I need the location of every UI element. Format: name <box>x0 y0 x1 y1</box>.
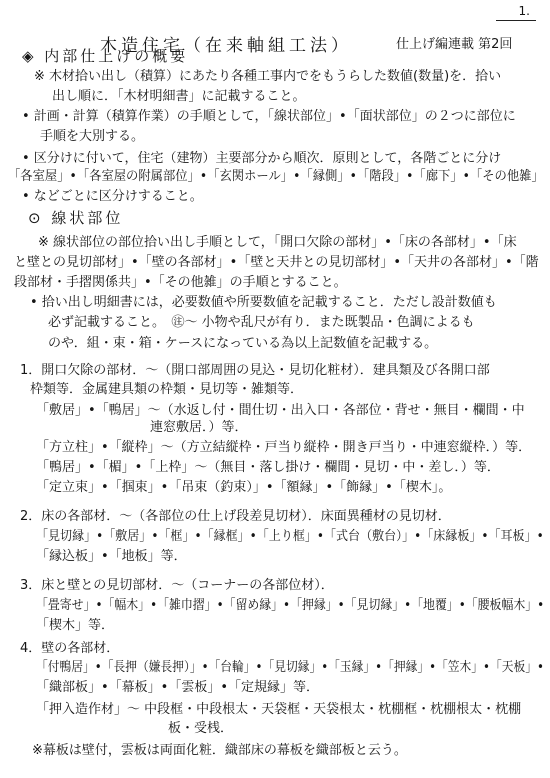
document-title: 木造住宅（在来軸組工法） <box>100 36 352 56</box>
text-line: 「敷居」•「鴨居」～（水返し付・間仕切・出入口・各部位・背せ・無目・欄間・中 <box>36 403 525 418</box>
section-heading: ◈ 内部仕上げの概要 <box>22 47 189 65</box>
text-line: 4．壁の各部材． <box>20 641 120 656</box>
text-line: 2．床の各部材．～（各部位の仕上げ段差見切材）．床面異種材の見切材． <box>20 509 451 524</box>
text-line: 必ず記載すること。 ㊟～ 小物や乱尺が有り．また既製品・色調によるも <box>48 315 475 330</box>
text-line: 「楔木」等． <box>36 618 115 633</box>
text-line: • 拾い出し明細書には，必要数値や所要数値を記載すること．ただし設計数値も <box>30 295 497 310</box>
text-line: 段部材・手摺関係共」•「その他雑」の手順とすること。 <box>14 275 347 290</box>
page-number: 1. <box>518 4 530 18</box>
text-line: 「付鴨居」•「長押（嫌長押）」•「台輪」•「見切縁」•「玉縁」•「押縁」•「笠木」•「天板」• <box>36 660 544 675</box>
section-heading: ⊙ 線状部位 <box>28 209 124 227</box>
text-line: • 計画・計算（積算作業）の手順として，「線状部位」•「面状部位」の２つに部位に <box>22 109 516 124</box>
page-number-rule <box>496 20 536 21</box>
text-line: 「縁込板」•「地板」等． <box>36 549 187 564</box>
text-line: 「押入造作材」～ 中段框・中段根太・天袋框・天袋根太・枕棚框・枕棚根太・枕棚 <box>36 702 522 717</box>
text-line: 「見切縁」•「敷居」•「框」•「縁框」•「上り框」•「式台（敷台）」•「床縁板」•「耳板」• <box>36 529 544 544</box>
text-line: 3．床と壁との見切部材．～（コーナーの各部位材）． <box>20 578 334 593</box>
text-line: のや．組・束・箱・ケースになっている為以上記数値を記載する。 <box>48 336 438 351</box>
text-line: 「方立柱」•「縦枠」～（方立結縦枠・戸当り縦枠・開き戸当り・中連窓縦枠．）等． <box>36 440 532 455</box>
text-line: 「畳寄せ」•「幅木」•「雑巾摺」•「留め縁」•「押縁」•「見切縁」•「地覆」•「腰板幅木」• <box>36 598 545 613</box>
text-line: ※幕板は壁付，雲板は両面化粧．織部床の幕板を織部板と云う。 <box>32 743 407 758</box>
text-line: 1．開口欠除の部材．～（開口部周囲の見込・見切化粧材）．建具類及び各開口部 <box>20 363 490 378</box>
text-line: ※ 線状部位の部位拾い出し手順として，「開口欠除の部材」•「床の各部材」•「床 <box>38 235 517 250</box>
text-line: 「織部板」•「幕板」•「雲板」•「定規縁」等． <box>36 680 320 695</box>
series-label: 仕上げ編連載 第2回 <box>396 37 513 52</box>
text-line: と壁との見切部材」•「壁の各部材」•「壁と天井との見切部材」•「天井の各部材」•「階 <box>14 255 539 270</box>
text-line: 「鴨居」•「楣」•「上枠」～（無目・落し掛け・欄間・見切・中・差し．）等． <box>36 460 500 475</box>
text-line: 手順を大別する。 <box>40 129 145 144</box>
text-line: 連窓敷居．）等． <box>150 420 248 435</box>
text-line: • などごとに区分けすること。 <box>22 189 203 204</box>
text-line: • 区分けに付いて，住宅（建物）主要部分から順次．原則として，各階ごとに分け <box>22 151 502 166</box>
text-line: 出し順に．「木材明細書」に記載すること。 <box>52 89 306 104</box>
text-line: 「定立束」•「掴束」•「吊束（釣束）」•「額縁」•「飾縁」•「楔木」。 <box>36 480 452 495</box>
text-line: 枠類等．金属建具類の枠類・見切等・雑類等． <box>30 382 304 397</box>
text-line: 板・受桟． <box>168 721 234 736</box>
text-line: ※ 木材拾い出し（積算）にあたり各種工事内でをもうらした数値(数量)を．拾い <box>34 69 502 84</box>
text-line: 「各室屋」•「各室屋の附属部位」•「玄関ホール」•「縁側」•「階段」•「廊下」•「その他雑」 <box>8 169 544 184</box>
